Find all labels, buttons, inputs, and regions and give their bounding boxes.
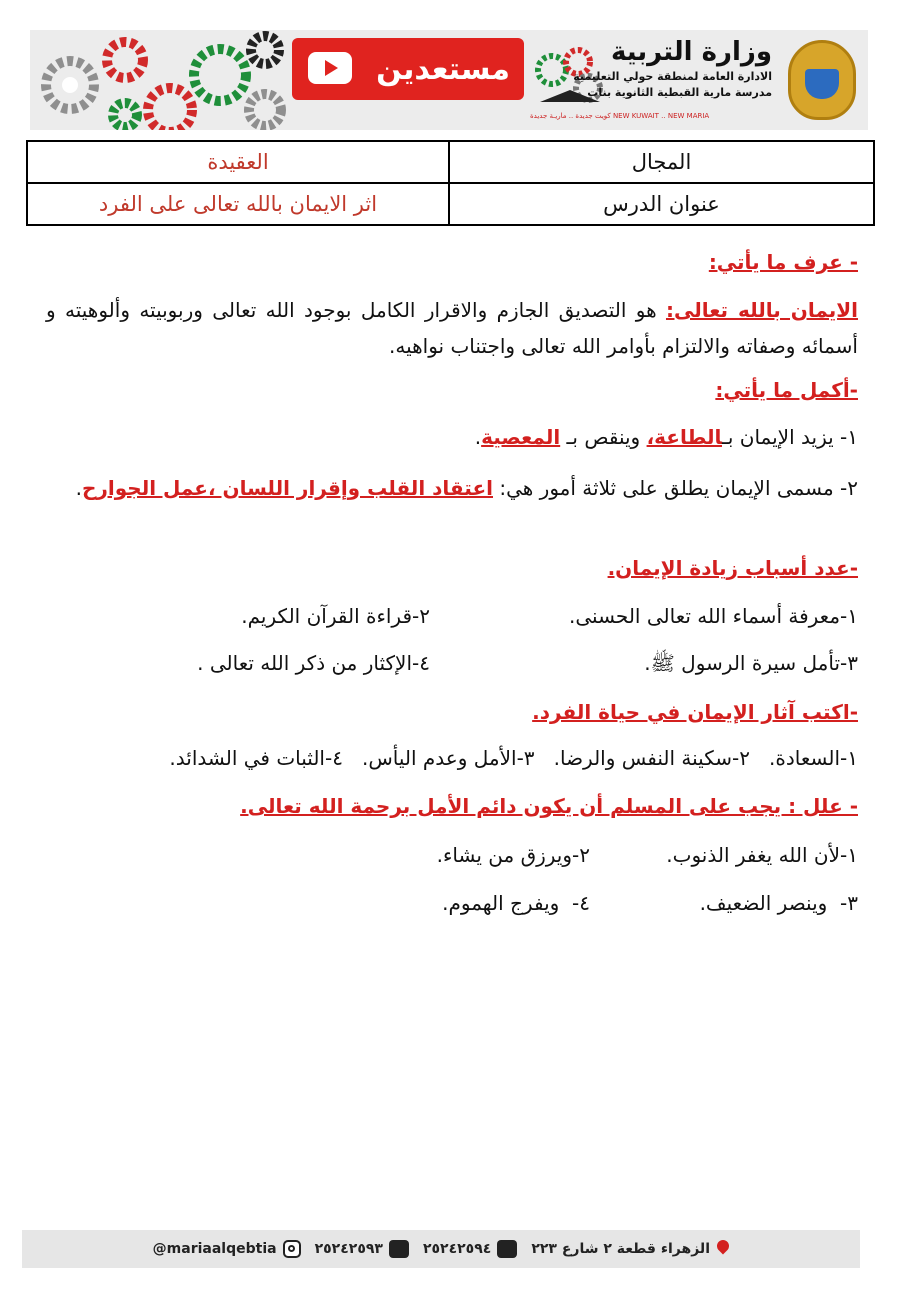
reason-heading: - علل : يجب على المسلم أن يكون دائم الأمل برحمة الله تعالى. [240,794,858,818]
location-pin-icon [716,1240,730,1258]
field-label: المجال [449,141,874,183]
definition-term: الايمان بالله تعالى: [665,298,859,322]
q1-answer-1: الطاعة، [646,425,722,449]
footer-instagram[interactable] [153,1240,301,1258]
phone-number: ٢٥٢٤٢٥٩٤ [422,1241,492,1257]
cause-item-1: ١-معرفة أسماء الله تعالى الحسنى. [569,604,858,628]
field-value: العقيدة [27,141,449,183]
q2-prefix: ٢- مسمى الإيمان يطلق على ثلاثة أمور هي: [493,476,858,500]
address-text: الزهراء قطعة ٢ شارع ٢٢٣ [531,1241,710,1257]
complete-q1 [475,425,858,449]
ministry-title: وزارة التربية [610,37,772,67]
footer-fax [315,1240,409,1258]
cause-item-4: ٤-الإكثار من ذكر الله تعالى . [197,651,430,675]
q2-end: . [75,476,82,500]
channel-button[interactable] [292,38,524,100]
instagram-icon [283,1240,301,1258]
reason-item-4: ٤- ويفرج الهموم. [442,891,590,915]
complete-q2 [46,470,858,506]
logo-caption: كويت جديدة .. ماريـة جديدة NEW KUWAIT .. NEW MARIA [530,112,710,120]
complete-heading: -أكمل ما يأتي: [715,378,858,402]
reason-item-3: ٣- وينصر الضعيف. [699,891,858,915]
q1-answer-2: المعصية [481,425,561,449]
definition-paragraph [46,292,858,364]
fax-number: ٢٥٢٤٢٥٩٣ [314,1241,383,1257]
table-row [27,141,874,183]
define-heading: - عرف ما يأتي: [708,250,858,274]
lesson-label: عنوان الدرس [449,183,874,225]
instagram-handle: @mariaalqebtia [152,1241,277,1257]
q1-prefix: ١- يزيد الإيمان بـ [721,425,858,449]
header-banner [30,30,868,130]
play-icon [308,52,352,84]
fax-icon [389,1240,409,1258]
footer-phone [423,1240,517,1258]
school-line: مدرسة مارية القبطية الثانوية بنات [587,86,772,99]
reason-item-1: ١-لأن الله يغفر الذنوب. [666,843,858,867]
gears-graphic [30,30,290,130]
kuwait-emblem-icon [788,40,856,120]
lesson-value: اثر الايمان بالله تعالى على الفرد [27,183,449,225]
reason-item-2: ٢-ويرزق من يشاء. [436,843,590,867]
q1-mid: وينقص بـ [560,425,647,449]
lesson-info-table [26,140,875,226]
footer-address [531,1240,730,1258]
cause-item-2: ٢-قراءة القرآن الكريم. [241,604,430,628]
district-line: الادارة العامة لمنطقة حولي التعليمية [573,70,772,83]
definition-text: هو التصديق الجازم والاقرار الكامل بوجود الله تعالى وربوبيته وألوهيته و أسمائه وصفاته والالتزام بأوامر الله تعالى واجتناب نواهيه. [46,298,858,358]
q2-answer: اعتقاد القلب وإقرار اللسان ،عمل الجوارح [81,476,493,500]
effects-heading: -اكتب آثار الإيمان في حياة الفرد. [532,700,858,724]
channel-label: مستعدين [376,51,510,87]
table-row [27,183,874,225]
ministry-block [573,36,772,101]
effects-items: ١-السعادة. ٢-سكينة النفس والرضا. ٣-الأمل وعدم اليأس. ٤-الثبات في الشدائد. [169,746,858,770]
q1-end: . [474,425,482,449]
footer-bar [22,1230,860,1268]
cause-item-3: ٣-تأمل سيرة الرسول ﷺ. [644,651,858,675]
causes-heading: -عدد أسباب زيادة الإيمان. [607,556,858,580]
phone-icon [497,1240,517,1258]
gear-icon [46,36,281,130]
